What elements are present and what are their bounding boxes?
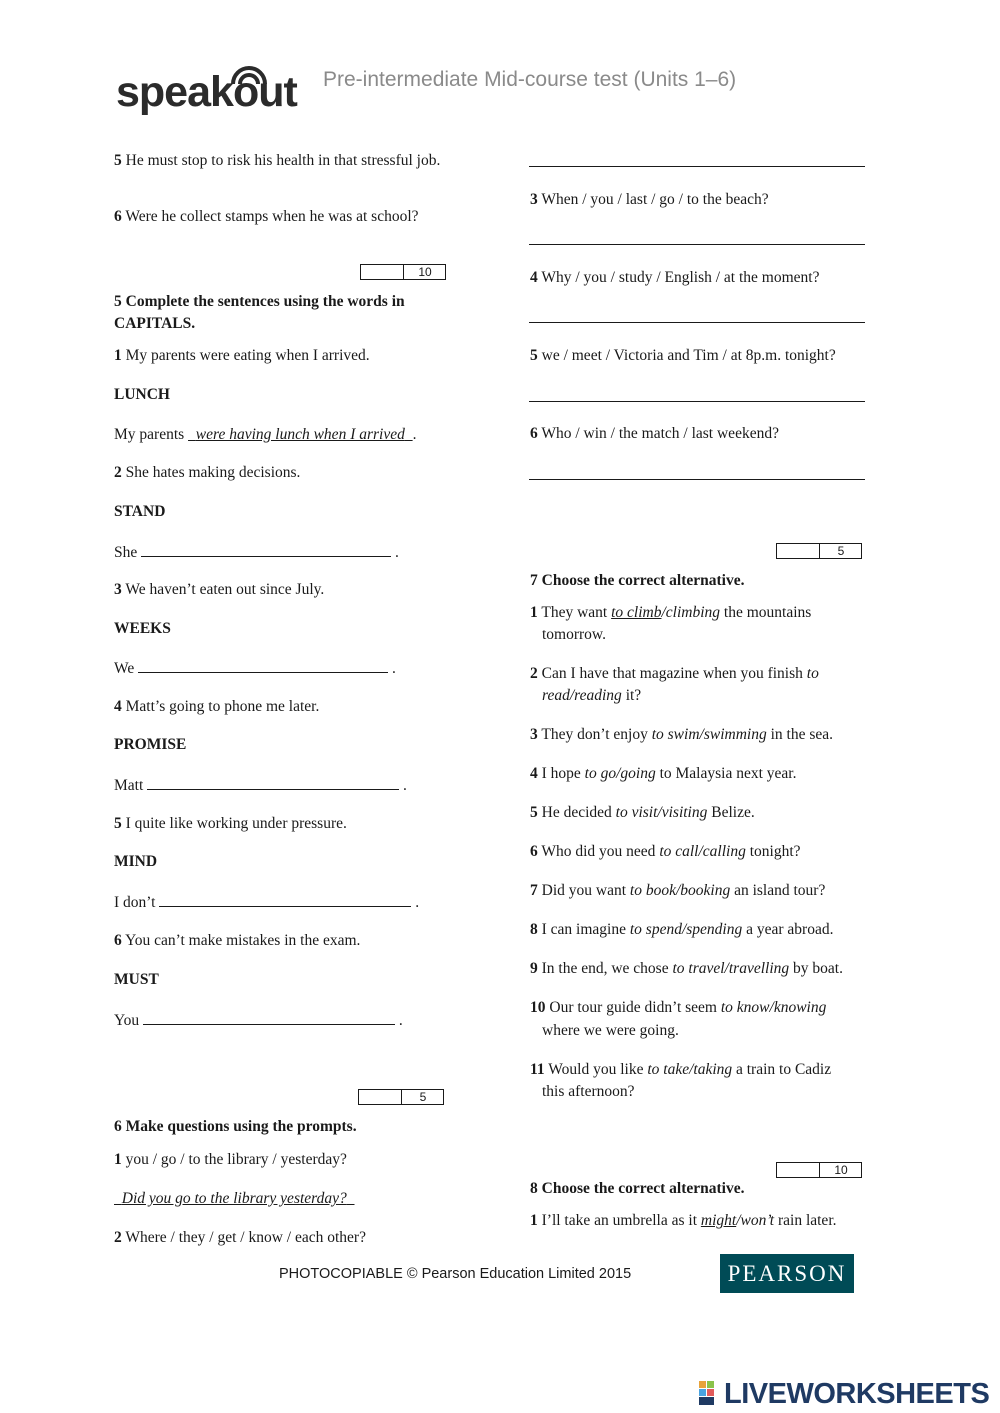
s4-item-6: 6 Were he collect stamps when he was at school? [114,208,419,225]
s6-answer-line-3[interactable] [529,244,865,245]
s5-item-1: 1 My parents were eating when I arrived. [114,347,370,364]
s7-item-8: 8 I can imagine to spend/spending a year abroad. [530,921,834,938]
s7-item-2: 2 Can I have that magazine when you finish to [530,665,819,682]
s6-answer-line-5[interactable] [529,401,865,402]
s5-word-1: LUNCH [114,386,170,403]
s7-item-5: 5 He decided to visit/visiting Belize. [530,804,755,821]
score-box-6: 5 [776,543,862,559]
s7-options-10[interactable]: to know/knowing [720,999,827,1016]
s7-options-8[interactable]: to spend/spending [629,921,743,938]
s7-option-1b[interactable]: climbing [665,604,721,621]
speakout-logo: speakout [116,68,297,116]
s5-word-6: MUST [114,971,159,988]
s7-item-3: 3 They don’t enjoy to swim/swimming in the sea. [530,726,833,743]
s5-answer-row-2: She . [114,541,399,564]
s5-word-5: MIND [114,853,158,870]
s7-options-3[interactable]: to swim/swimming [651,726,767,743]
s7-option-2b[interactable]: reading [574,687,622,704]
s5-word-3: WEEKS [114,620,171,637]
s5-blank-2[interactable] [141,541,391,557]
s7-options-11[interactable]: to take/taking [647,1061,733,1078]
s6-item-3: 3 When / you / last / go / to the beach? [530,191,769,208]
s7-option-2a-cont[interactable]: read [542,687,570,704]
s5-item-3: 3 We haven’t eaten out since July. [114,581,325,598]
s7-item-4: 4 I hope to go/going to Malaysia next year. [530,765,797,782]
s5-blank-4[interactable] [147,774,399,790]
s7-options-7[interactable]: to book/booking [629,882,731,899]
score-box-7: 10 [776,1162,862,1178]
s7-options-4[interactable]: to go/going [584,765,656,782]
s5-answer-row-5: I don’t . [114,891,419,914]
s7-options-6[interactable]: to call/calling [659,843,746,860]
s5-word-2: STAND [114,503,166,520]
s7-item-11: 11 Would you like to take/taking a train to Cadiz [530,1061,832,1078]
liveworksheets-icon [698,1380,722,1406]
section-6-title: 6 Make questions using the prompts. [114,1118,357,1135]
s5-item-5: 5 I quite like working under pressure. [114,815,347,832]
liveworksheets-watermark: LIVEWORKSHEETS [698,1376,989,1412]
s6-answer-line-6[interactable] [529,479,865,480]
s5-answer-row-3: We . [114,657,396,680]
s5-item-6: 6 You can’t make mistakes in the exam. [114,932,361,949]
s7-options-5[interactable]: to visit/visiting [615,804,708,821]
copyright-footer: PHOTOCOPIABLE © Pearson Education Limited 2015 [279,1266,632,1282]
s5-answer-row-4: Matt . [114,774,407,797]
s5-word-4: PROMISE [114,736,187,753]
s5-answer-1[interactable]: were having lunch when I arrived [195,426,405,443]
score-box-4: 10 [360,264,446,280]
section-7-title: 7 Choose the correct alternative. [530,572,745,589]
s7-item-1: 1 They want to climb/climbing the mountains [530,604,812,621]
s7-item-11-cont: this afternoon? [542,1083,635,1100]
s5-blank-5[interactable] [159,891,411,907]
s5-item-4: 4 Matt’s going to phone me later. [114,698,320,715]
score-box-5: 5 [358,1089,444,1105]
s7-item-6: 6 Who did you need to call/calling tonight? [530,843,801,860]
s6-item-4: 4 Why / you / study / English / at the moment? [530,269,820,286]
s7-item-10: 10 Our tour guide didn’t seem to know/knowing [530,999,827,1016]
s7-item-2-cont: read/reading it? [542,687,642,704]
section-5-title-2: CAPITALS. [114,315,196,332]
s7-item-7: 7 Did you want to book/booking an island tour? [530,882,826,899]
s7-item-1-cont: tomorrow. [542,626,606,643]
s6-answer-1[interactable]: Did you go to the library yesterday? [121,1190,347,1207]
s5-item-2: 2 She hates making decisions. [114,464,301,481]
s7-option-2a[interactable]: to [806,665,819,682]
s5-blank-6[interactable] [143,1009,395,1025]
section-8-title: 8 Choose the correct alternative. [530,1180,745,1197]
s6-answer-line-2[interactable] [529,166,865,167]
s6-item-2: 2 Where / they / get / know / each other? [114,1229,366,1246]
s7-option-1a[interactable]: to climb [611,604,662,621]
s8-option-1b[interactable]: won’t [740,1212,775,1229]
s6-item-5: 5 we / meet / Victoria and Tim / at 8p.m. tonight? [530,347,836,364]
s8-option-1a[interactable]: might [700,1212,737,1229]
section-5-title-1: 5 Complete the sentences using the words in [114,293,405,310]
s6-item-6: 6 Who / win / the match / last weekend? [530,425,779,442]
s7-item-9: 9 In the end, we chose to travel/travelling by boat. [530,960,843,977]
s5-blank-3[interactable] [138,657,388,673]
s6-item-1: 1 you / go / to the library / yesterday? [114,1151,347,1168]
s5-answer-row-1: My parents were having lunch when I arrived . [114,426,417,443]
s4-item-5: 5 He must stop to risk his health in that stressful job. [114,152,441,169]
pearson-logo: PEARSON [720,1254,854,1293]
s7-item-10-cont: where we were going. [542,1022,679,1039]
s6-answer-line-4[interactable] [529,322,865,323]
page-title: Pre-intermediate Mid-course test (Units 1–6) [323,68,737,91]
s5-answer-row-6: You . [114,1009,403,1032]
signal-waves-icon [227,62,271,88]
s8-item-1: 1 I’ll take an umbrella as it might/won’t rain later. [530,1212,837,1229]
s7-options-9[interactable]: to travel/travelling [672,960,790,977]
